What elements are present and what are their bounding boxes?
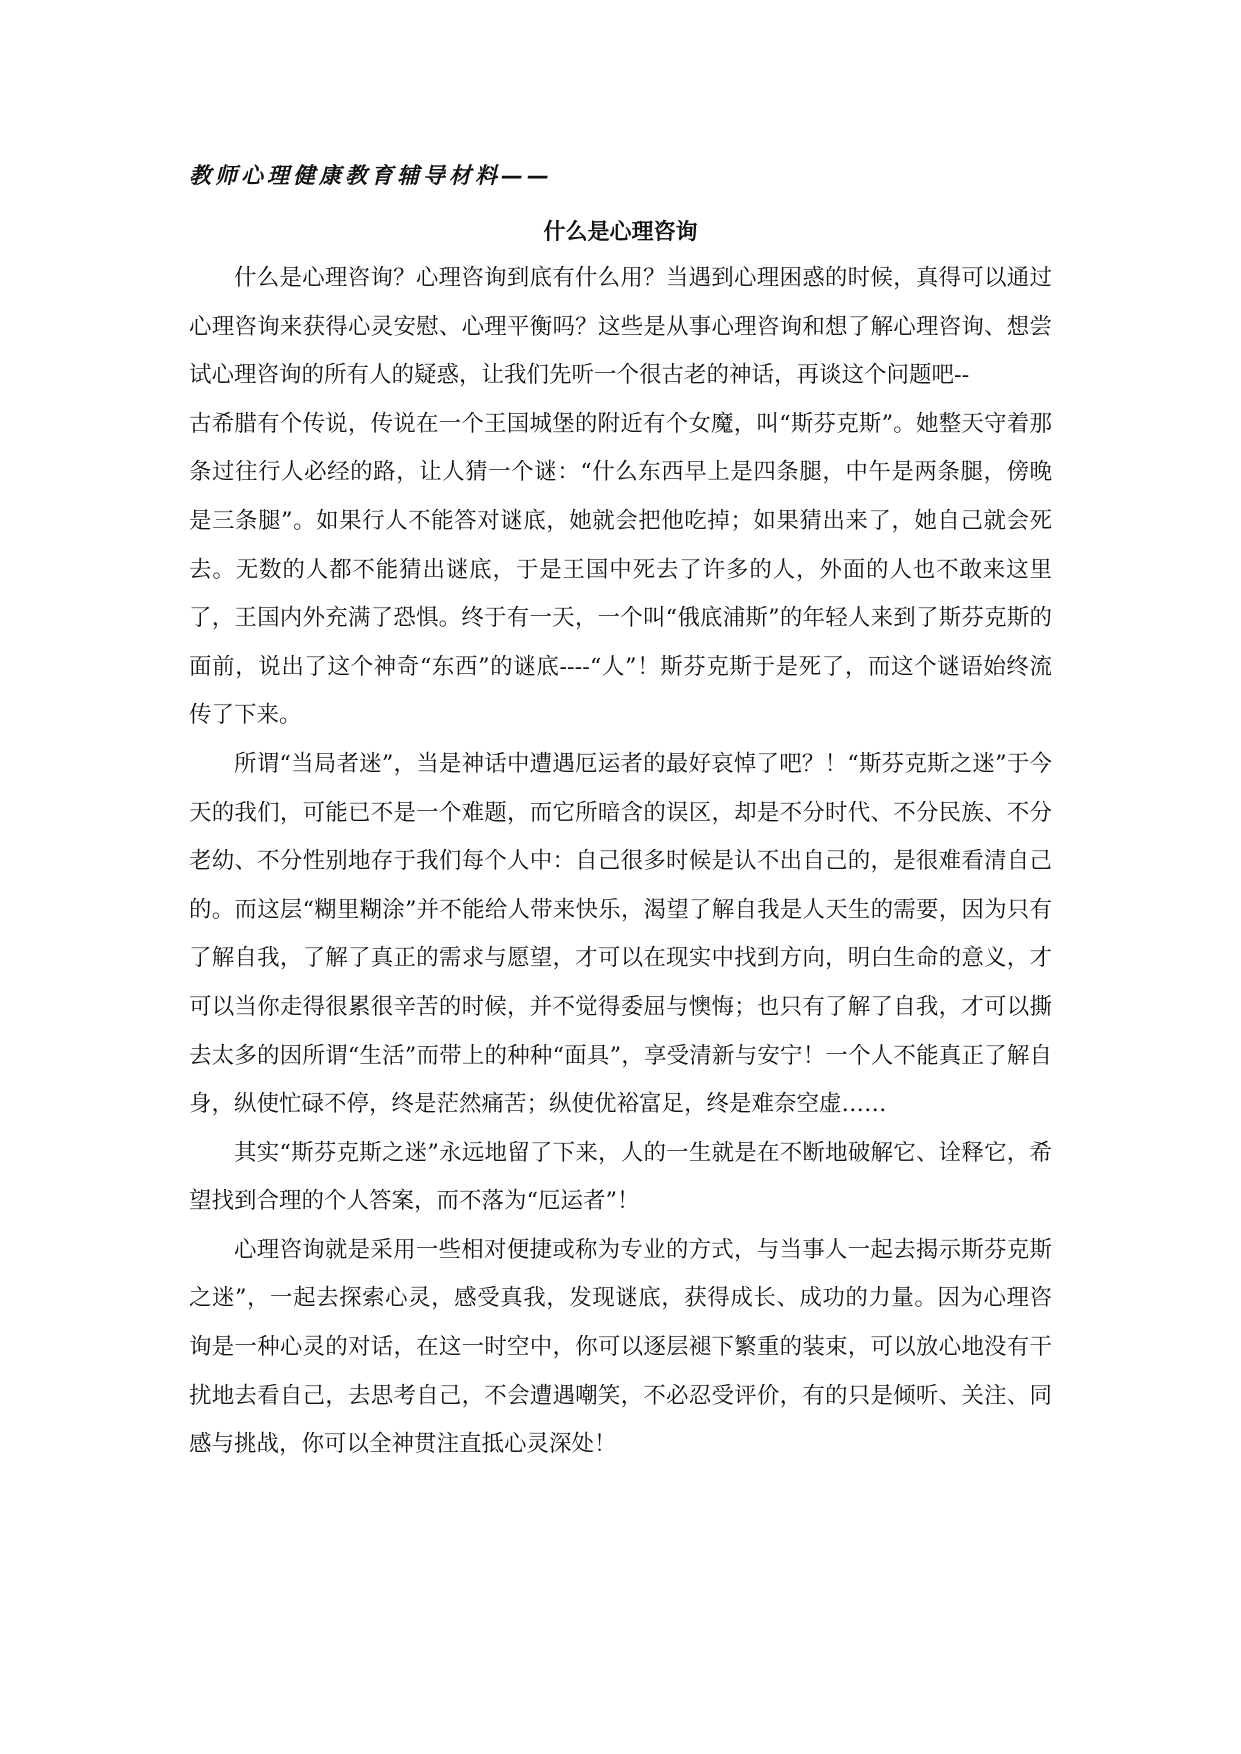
paragraph-intro: 什么是心理咨询？心理咨询到底有什么用？当遇到心理困惑的时候，真得可以通过心理咨询来获得心灵安慰、心理平衡吗？这些是从事心理咨询和想了解心理咨询、想尝试心理咨询的所有人的疑惑，让我们先听一个很古老的神话，再谈这个问题吧-- bbox=[189, 265, 1052, 389]
document-kicker: 教师心理健康教育辅导材料—— bbox=[189, 164, 554, 189]
paragraph-self-knowledge: 所谓“当局者迷”，当是神话中遭遇厄运者的最好哀悼了吧？！“斯芬克斯之迷”于今天的我们，可能已不是一个难题，而它所暗含的误区，却是不分时代、不分民族、不分老幼、不分性别地存于我们每个人中：自己很多时候是认不出自己的，是很难看清自己的。而这层“糊里糊涂”并不能给人带来快乐，渴望了解自我是人天生的需要，因为只有了解自我，了解了真正的需求与愿望，才可以在现实中找到方向，明白生命的意义，才可以当你走得很累很辛苦的时候，并不觉得委屈与懊悔；也只有了解了自我，才可以撕去太多的因所谓“生活”而带上的种种“面具”，享受清新与安宁！一个人不能真正了解自身，纵使忙碌不停，终是茫然痛苦；纵使优裕富足，终是难奈空虚…… bbox=[189, 750, 1052, 1118]
paragraph-riddle-remains: 其实“斯芬克斯之迷”永远地留了下来，人的一生就是在不断地破解它、诠释它，希望找到合理的个人答案，而不落为“厄运者”！ bbox=[189, 1139, 1052, 1215]
paragraph-sphinx-legend: 古希腊有个传说，传说在一个王国城堡的附近有个女魔，叫“斯芬克斯”。她整天守着那条过往行人必经的路，让人猜一个谜：“什么东西早上是四条腿，中午是两条腿，傍晚是三条腿”。如果行人不能答对谜底，她就会把他吃掉；如果猜出来了，她自己就会死去。无数的人都不能猜出谜底，于是王国中死去了许多的人，外面的人也不敢来这里了，王国内外充满了恐惧。终于有一天，一个叫“俄底浦斯”的年轻人来到了斯芬克斯的面前，说出了这个神奇“东西”的谜底----“人”！斯芬克斯于是死了，而这个谜语始终流传了下来。 bbox=[189, 410, 1052, 729]
paragraph-counseling-definition: 心理咨询就是采用一些相对便捷或称为专业的方式，与当事人一起去揭示斯芬克斯之迷”，一起去探索心灵，感受真我，发现谜底，获得成长、成功的力量。因为心理咨询是一种心灵的对话，在这一时空中，你可以逐层褪下繁重的装束，可以放心地没有干扰地去看自己，去思考自己，不会遭遇嘲笑，不必忍受评价，有的只是倾听、关注、同感与挑战，你可以全神贯注直抵心灵深处！ bbox=[189, 1236, 1052, 1458]
document-page bbox=[189, 160, 1052, 1469]
document-title: 什么是心理咨询 bbox=[543, 220, 698, 245]
